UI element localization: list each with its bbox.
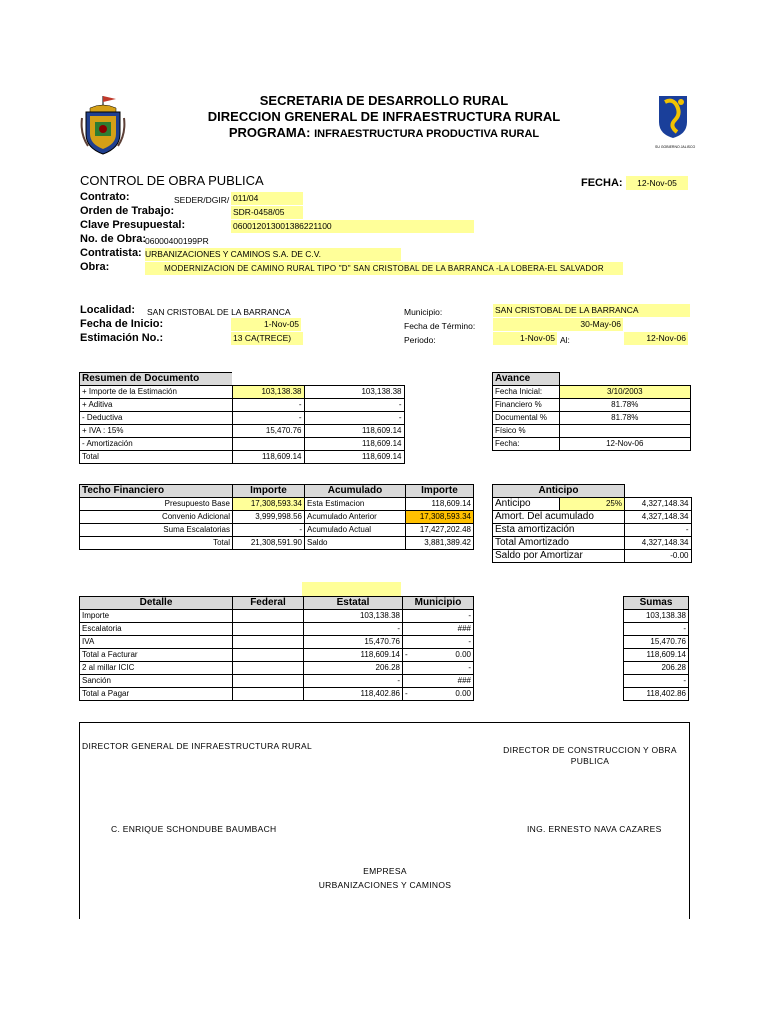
techo-title: Techo Financiero	[80, 485, 233, 498]
empresa-label: EMPRESA	[363, 866, 407, 876]
estatal-highlight	[302, 582, 401, 596]
periodo-label: Periodo:	[404, 335, 436, 345]
table-row: + Aditiva - -	[80, 399, 405, 412]
detalle-table: Detalle Federal Estatal Municipio Importe 103,138.38 - Escalatoria - ### IVA 15,470.76 - Total a Facturar 118,609.14 - 0.00 2 al millar ICIC 206.28 - Sanción - ### Total a Pagar 118,402.86 - 0.00	[79, 596, 474, 701]
contrato-value: 011/04	[231, 192, 303, 205]
right-signature-name: ING. ERNESTO NAVA CAZARES	[527, 824, 662, 834]
fecha-inicio-value: 1-Nov-05	[231, 318, 301, 331]
fecha-termino-value: 30-May-06	[493, 318, 623, 331]
table-row: 118,402.86	[624, 688, 689, 701]
table-row: Amort. Del acumulado 4,327,148.34	[493, 511, 692, 524]
header-line-3	[0, 125, 768, 140]
fecha-inicio-label: Fecha de Inicio:	[80, 318, 164, 330]
table-row: 118,609.14	[624, 649, 689, 662]
table-row: Total Amortizado 4,327,148.34	[493, 537, 692, 550]
contratista-value: URBANIZACIONES Y CAMINOS S.A. DE C.V.	[145, 248, 401, 261]
contratista-label: Contratista:	[80, 247, 142, 259]
empresa-value: URBANIZACIONES Y CAMINOS	[318, 880, 452, 890]
table-row: -	[624, 675, 689, 688]
fecha-value: 12-Nov-05	[626, 176, 688, 190]
table-row: Escalatoria - ###	[80, 623, 474, 636]
table-row: Total a Pagar 118,402.86 - 0.00	[80, 688, 474, 701]
table-row: -	[624, 623, 689, 636]
anticipo-table	[492, 484, 692, 563]
left-signature-title: DIRECTOR GENERAL DE INFRAESTRUCTURA RURAL	[82, 741, 313, 751]
table-row: 2 al millar ICIC 206.28 -	[80, 662, 474, 675]
clave-value: 060012013001386221100	[231, 220, 474, 233]
fecha-termino-label: Fecha de Término:	[404, 321, 476, 331]
right-signature-title-1: DIRECTOR DE CONSTRUCCION Y OBRA	[503, 745, 677, 755]
table-row: - Deductiva - -	[80, 412, 405, 425]
table-row: Anticipo 25% 4,327,148.34	[493, 498, 692, 511]
table-row: Total 118,609.14 118,609.14	[80, 451, 405, 464]
table-row: + IVA : 15% 15,470.76 118,609.14	[80, 425, 405, 438]
right-signature-title-2: PUBLICA	[570, 756, 610, 766]
table-row: Financiero % 81.78%	[493, 399, 691, 412]
avance-table	[492, 372, 691, 451]
estimacion-value: 13 CA(TRECE)	[231, 332, 303, 345]
resumen-title: Resumen de Documento	[80, 373, 233, 386]
table-row: 103,138.38	[624, 610, 689, 623]
table-row: Documental % 81.78%	[493, 412, 691, 425]
left-signature-name: C. ENRIQUE SCHONDUBE BAUMBACH	[111, 824, 277, 834]
orden-value: SDR-0458/05	[231, 206, 303, 219]
localidad-value: SAN CRISTOBAL DE LA BARRANCA	[147, 307, 291, 317]
table-row: Total 21,308,591.90 Saldo 3,881,389.42	[80, 537, 474, 550]
table-row: Presupuesto Base 17,308,593.34 Esta Estimacion 118,609.14	[80, 498, 474, 511]
localidad-label: Localidad:	[80, 304, 136, 316]
resumen-table	[79, 372, 405, 464]
periodo-from: 1-Nov-05	[493, 332, 557, 345]
table-row: - Amortización 118,609.14	[80, 438, 405, 451]
periodo-to: 12-Nov-06	[624, 332, 688, 345]
table-row: Sanción - ###	[80, 675, 474, 688]
document-title: CONTROL DE OBRA PUBLICA	[80, 173, 264, 188]
municipio-label: Municipio:	[404, 307, 443, 317]
programa-label: PROGRAMA:	[228, 125, 311, 140]
programa-value: INFRAESTRUCTURA PRODUCTIVA RURAL	[314, 128, 540, 140]
table-row: + Importe de la Estimación 103,138.38 103,138.38	[80, 386, 405, 399]
orden-label: Orden de Trabajo:	[80, 205, 175, 217]
table-row: Físico %	[493, 425, 691, 438]
table-row: Saldo por Amortizar -0.00	[493, 550, 692, 563]
table-row: IVA 15,470.76 -	[80, 636, 474, 649]
header-line-2: DIRECCION GRENERAL DE INFRAESTRUCTURA RURAL	[207, 109, 561, 124]
table-row: Suma Escalatorias - Acumulado Actual 17,427,202.48	[80, 524, 474, 537]
table-row: Fecha Inicial: 3/10/2003	[493, 386, 691, 399]
table-row: Esta amortización -	[493, 524, 692, 537]
obra-no-label: No. de Obra:	[80, 233, 147, 245]
table-row: Total a Facturar 118,609.14 - 0.00	[80, 649, 474, 662]
table-row: 15,470.76	[624, 636, 689, 649]
periodo-al-label: Al:	[560, 335, 570, 345]
avance-title: Avance	[493, 373, 560, 386]
header-line-1: SECRETARIA DE DESARROLLO RURAL	[259, 93, 509, 108]
table-row: 206.28	[624, 662, 689, 675]
obra-no-value: 06000400199PR	[145, 236, 209, 246]
municipio-value: SAN CRISTOBAL DE LA BARRANCA	[493, 304, 690, 317]
sumas-table: Sumas 103,138.38 - 15,470.76 118,609.14 206.28 - 118,402.86	[623, 596, 689, 701]
anticipo-title: Anticipo	[493, 485, 625, 498]
techo-financiero-table: Techo Financiero Importe Acumulado Importe Presupuesto Base 17,308,593.34 Esta Estimacion 118,609.14 Convenio Adicional 3,999,998.56 Acumulado Anterior 17,308,593.34 Suma Escalatorias - Acumulado Actual 17,427,202.48 Total 21,308,591.90 Saldo 3,881,389.42	[79, 484, 474, 550]
table-row: Convenio Adicional 3,999,998.56 Acumulado Anterior 17,308,593.34	[80, 511, 474, 524]
clave-label: Clave Presupuestal:	[80, 219, 186, 231]
fecha-label: FECHA:	[581, 177, 623, 189]
obra-value: MODERNIZACION DE CAMINO RURAL TIPO "D" SAN CRISTOBAL DE LA BARRANCA -LA LOBERA-EL SALVADOR	[145, 262, 623, 275]
table-row: Fecha: 12-Nov-06	[493, 438, 691, 451]
contrato-label: Contrato:	[80, 191, 130, 203]
jalisco-logo-caption: SU GOBIERNO JALISCO	[655, 145, 696, 149]
obra-label: Obra:	[80, 261, 110, 273]
table-row: Importe 103,138.38 -	[80, 610, 474, 623]
estimacion-label: Estimación No.:	[80, 332, 164, 344]
contrato-prefix: SEDER/DGIR/	[174, 195, 230, 205]
